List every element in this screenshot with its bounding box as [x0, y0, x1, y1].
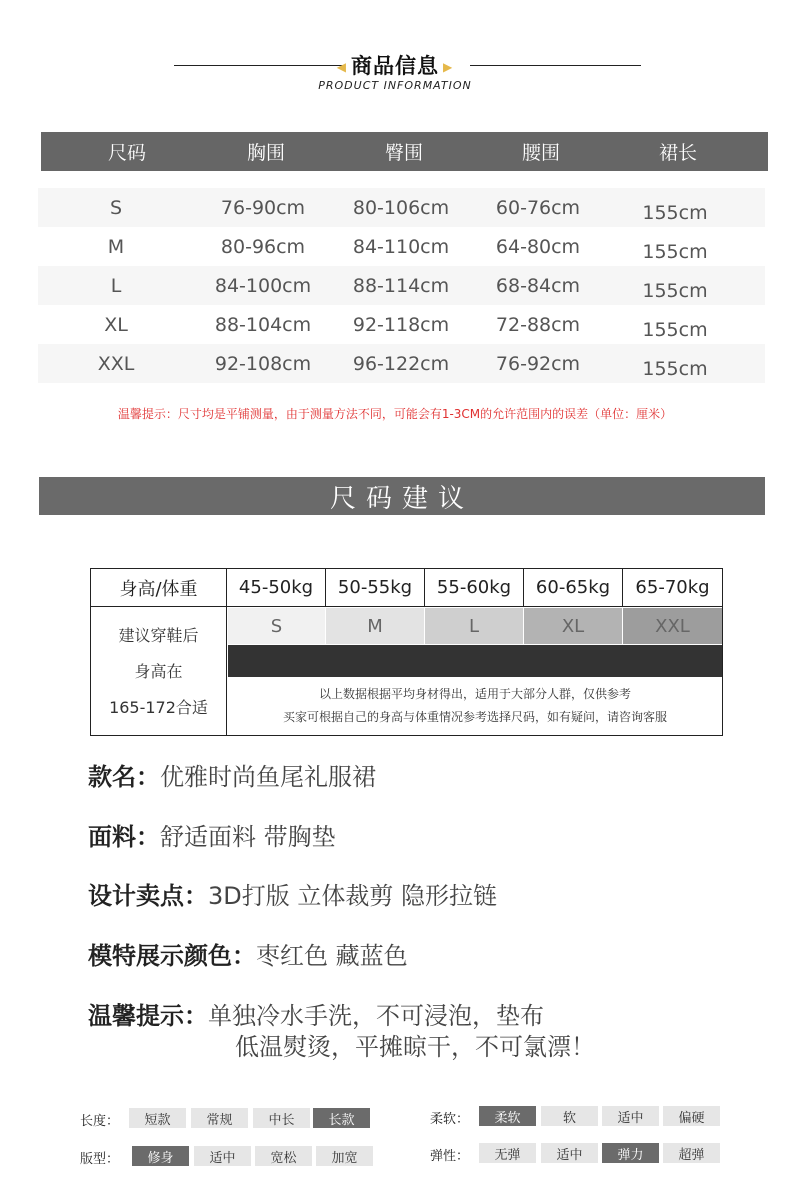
softness-option-softish: 软 [541, 1106, 598, 1126]
length-label: 长度： [80, 1114, 120, 1129]
bust-cell: 88-104cm [214, 313, 312, 336]
bust-cell: 92-108cm [214, 352, 312, 375]
fit-option-loose: 宽松 [255, 1146, 312, 1166]
care-row [88, 996, 544, 1031]
softness-option-soft: 柔软 [479, 1106, 536, 1126]
fit-option-slim: 修身 [132, 1146, 189, 1166]
measurement-note: 温馨提示：尺寸均是平铺测量，由于测量方法不同，可能会有1-3CM的允许范围内的误差（单位：厘米） [117, 407, 673, 421]
softness-label: 柔软： [430, 1112, 470, 1127]
weight-header: 55-60kg [425, 569, 524, 606]
size-cell-m: M [326, 608, 425, 644]
height-advice-line: 建议穿鞋后 [118, 626, 199, 645]
elasticity-label: 弹性： [430, 1149, 470, 1164]
size-advice-banner: 尺码建议 [39, 477, 765, 515]
size-cell-s: S [228, 608, 326, 644]
weight-header: 50-55kg [326, 569, 425, 606]
model-color-row [88, 936, 408, 971]
waist-cell: 60-76cm [495, 196, 581, 219]
fabric-row [88, 817, 336, 852]
header-title-wrap [0, 50, 790, 80]
dress-length-cell: 155cm [642, 201, 708, 224]
size-cell: S [109, 196, 123, 219]
dress-length-cell: 155cm [642, 318, 708, 341]
length-option-long: 长款 [313, 1108, 370, 1128]
fabric-label: 面料： [88, 823, 160, 851]
hip-cell: 88-114cm [352, 274, 450, 297]
dark-divider-bar [228, 645, 722, 677]
elasticity-option-stretch: 弹力 [602, 1143, 659, 1163]
header-title: 商品信息 [351, 54, 439, 78]
weight-header: 60-65kg [524, 569, 623, 606]
elasticity-option-medium: 适中 [541, 1143, 598, 1163]
table-row [38, 344, 765, 383]
bust-cell: 80-96cm [220, 235, 306, 258]
weight-header: 65-70kg [635, 577, 710, 598]
bust-cell: 84-100cm [214, 274, 312, 297]
hip-cell: 96-122cm [352, 352, 450, 375]
recommend-note-line2: 买家可根据自己的身高与体重情况参考选择尺码，如有疑问，请咨询客服 [282, 710, 667, 724]
dress-length-cell: 155cm [642, 279, 708, 302]
product-name-value: 优雅时尚鱼尾礼服裙 [160, 763, 376, 791]
fit-label: 版型： [80, 1152, 120, 1167]
softness-option-hard: 偏硬 [663, 1106, 720, 1126]
care-row-2 [235, 1027, 595, 1062]
fit-option-wide: 加宽 [316, 1146, 373, 1166]
size-cell-xxl: XXL [623, 608, 722, 644]
size-cell: M [107, 235, 125, 258]
product-name-label: 款名： [88, 763, 160, 791]
hip-col-header: 臀围 [384, 142, 423, 164]
elasticity-option-none: 无弹 [479, 1143, 536, 1163]
size-cell-l: L [425, 608, 524, 644]
size-cell-xl: XL [524, 608, 623, 644]
size-cell: XL [104, 313, 128, 336]
elasticity-option-super: 超弹 [663, 1143, 720, 1163]
softness-option-medium: 适中 [602, 1106, 659, 1126]
hip-cell: 80-106cm [352, 196, 450, 219]
table-row [38, 188, 765, 227]
size-table-header [41, 132, 768, 171]
waist-cell: 76-92cm [495, 352, 581, 375]
product-name-row [88, 757, 376, 792]
triangle-right-icon: ▶ [443, 60, 454, 74]
dress-length-cell: 155cm [642, 357, 708, 380]
header-subtitle: PRODUCT INFORMATION [318, 79, 472, 92]
hip-cell: 92-118cm [352, 313, 450, 336]
size-cell: L [110, 274, 122, 297]
care-label: 温馨提示： [88, 1002, 208, 1030]
care-line1: 单独冷水手洗，不可浸泡，垫布 [208, 1002, 544, 1030]
triangle-left-icon: ◀ [336, 60, 347, 74]
care-line2: 低温熨烫，平摊晾干，不可氯漂！ [235, 1033, 595, 1061]
bust-col-header: 胸围 [246, 142, 285, 164]
model-color-label: 模特展示颜色： [88, 942, 256, 970]
length-option-midi: 中长 [253, 1108, 310, 1128]
table-row [38, 266, 765, 305]
waist-cell: 72-88cm [495, 313, 581, 336]
height-advice-line: 身高在 [134, 662, 183, 681]
recommend-note-line1: 以上数据根据平均身材得出，适用于大部分人群，仅供参考 [318, 687, 631, 701]
model-color-value: 枣红色 藏蓝色 [256, 942, 408, 970]
design-value: 3D打版 立体裁剪 隐形拉链 [208, 882, 498, 910]
waist-cell: 64-80cm [495, 235, 581, 258]
length-col-header: 裙长 [658, 142, 697, 164]
hip-cell: 84-110cm [352, 235, 450, 258]
waist-col-header: 腰围 [521, 142, 560, 164]
design-label: 设计卖点： [88, 882, 208, 910]
size-cell: XXL [97, 352, 135, 375]
height-weight-corner: 身高/体重 [91, 569, 227, 606]
dress-length-cell: 155cm [642, 240, 708, 263]
table-row [38, 305, 765, 344]
weight-header: 45-50kg [227, 569, 326, 606]
table-row [38, 227, 765, 266]
height-advice-line: 165-172合适 [109, 698, 208, 717]
size-recommend-table [90, 568, 723, 736]
fabric-value: 舒适面料 带胸垫 [160, 823, 336, 851]
design-row [88, 876, 497, 911]
fit-option-medium: 适中 [194, 1146, 251, 1166]
waist-cell: 68-84cm [495, 274, 581, 297]
size-col-header: 尺码 [107, 142, 146, 164]
bust-cell: 76-90cm [220, 196, 306, 219]
height-advice-cell [91, 607, 227, 735]
length-option-regular: 常规 [191, 1108, 248, 1128]
length-option-short: 短款 [129, 1108, 186, 1128]
